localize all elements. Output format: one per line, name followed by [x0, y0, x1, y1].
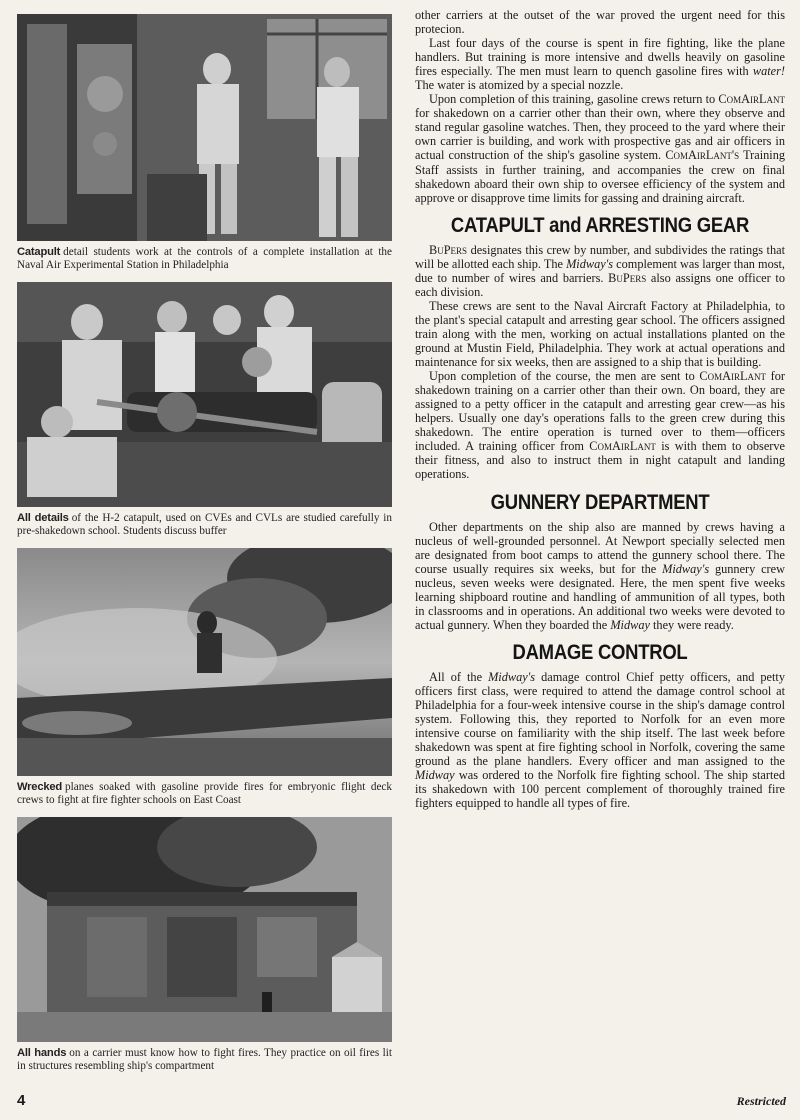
caption-catapult-controls: Catapult detail students work at the controls of a complete installation at the Naval Air Experimental Station in Philadelphia: [17, 246, 392, 271]
figure-h2-catapult: [17, 282, 392, 538]
paragraph: other carriers at the outset of the war proved the urgent need for this protecion.: [415, 8, 785, 37]
classification-label: Restricted: [736, 1094, 786, 1108]
caption-all-hands: All hands on a carrier must know how to fight fires. They practice on oil fires lit in structures resembling ship's compartment: [17, 1047, 392, 1072]
article-column: [415, 8, 785, 810]
section-heading-gunnery: GUNNERY DEPARTMENT: [490, 490, 710, 514]
caption-wrecked-planes: Wrecked planes soaked with gasoline provide fires for embryonic flight deck crews to fight at fire fighter schools on East Coast: [17, 781, 392, 806]
paragraph: Upon completion of the course, the men are sent to ComAirLant for shakedown training on a carrier other than their own. On board, they are assigned to a petty officer in the catapult and arresting gear crew—as his helpers. Usually one day's operations falls to the green crew during this shakedown. The entire operation is turned over to them—officers included. A training officer from ComAirLant is with them to observe their fitness, and also to instruct them in night catapult and landing operations.: [415, 369, 785, 482]
paragraph: Other departments on the ship also are manned by crews having a nucleus of well-grounded personnel. At Newport specially selected men are designated from boot camps to attend the gunnery school there. The course usually requires six weeks, but for the Midway's gunnery crew nucleus, seven weeks were designated. Here, the men spent five weeks learning shipboard routine and handling of ammunition of all types, both in classrooms and in operations. An additional two weeks were devoted to actual gunnery. When they boarded the Midway they were ready.: [415, 519, 785, 632]
page-number: 4: [17, 1092, 26, 1109]
photo-catapult-controls: [17, 14, 392, 241]
photo-all-hands: [17, 817, 392, 1042]
photo-column: [17, 14, 392, 1083]
caption-h2-catapult: All details of the H-2 catapult, used on CVEs and CVLs are studied carefully in pre-shakedown school. Students discuss buffer: [17, 512, 392, 537]
paragraph: All of the Midway's damage control Chief petty officers, and petty officers first class, were required to attend the damage control school at Philadelphia for a four-week intensive course in the ship's damage control system. Following this, they reported to Norfolk for an even more intensive course on familiarity with the ship itself. The last week before shakedown was spent at fire fighting school in Norfolk, covering the same ground as the plane handlers. Every officer and man assigned to the Midway was ordered to the Norfolk fire fighting school. The ship started its shakedown with 100 percent complement of thoroughly trained fire fighters equipped to handle all types of fire.: [415, 669, 785, 811]
figure-wrecked-planes: [17, 548, 392, 807]
figure-catapult-controls: [17, 14, 392, 272]
photo-wrecked-planes: [17, 548, 392, 776]
section-heading-catapult: CATAPULT and ARRESTING GEAR: [450, 213, 750, 237]
photo-h2-catapult: [17, 282, 392, 507]
paragraph: These crews are sent to the Naval Aircraft Factory at Philadelphia, to the plant's special catapult and arresting gear school. The officers assigned train along with the men, working on actual installations planted on the ground at Mustin Field, Philadelphia. They work at actual operations and maintenance for six weeks, then are assigned to a ship that is building.: [415, 298, 785, 370]
section-heading-damage-control: DAMAGE CONTROL: [512, 640, 688, 664]
paragraph: BuPers designates this crew by number, and subdivides the ratings that will be allotted each ship. The Midway's complement was larger than most, due to number of wires and barriers. BuPers also assigns one officer to each division.: [415, 242, 785, 299]
paragraph: Last four days of the course is spent in fire fighting, like the plane handlers. But training is more intensive and dwells heavily on gasoline fires especially. The men must learn to quench gasoline fires with water! The water is atomized by a special nozzle.: [415, 36, 785, 93]
paragraph: Upon completion of this training, gasoline crews return to ComAirLant for shakedown on a carrier other than their own, where they observe and stand regular gasoline watches. Then, they proceed to the yard where their own carrier is building, and work with prospective gas and air officers in actual construction of the ship's gasoline system. ComAirLant's Training Staff assists in further training, and accompanies the crew on final shakedown aboard their own ship to oversee efficiency of the system and approve or disapprove time limits for gassing and draining aircraft.: [415, 92, 785, 205]
figure-all-hands: [17, 817, 392, 1073]
